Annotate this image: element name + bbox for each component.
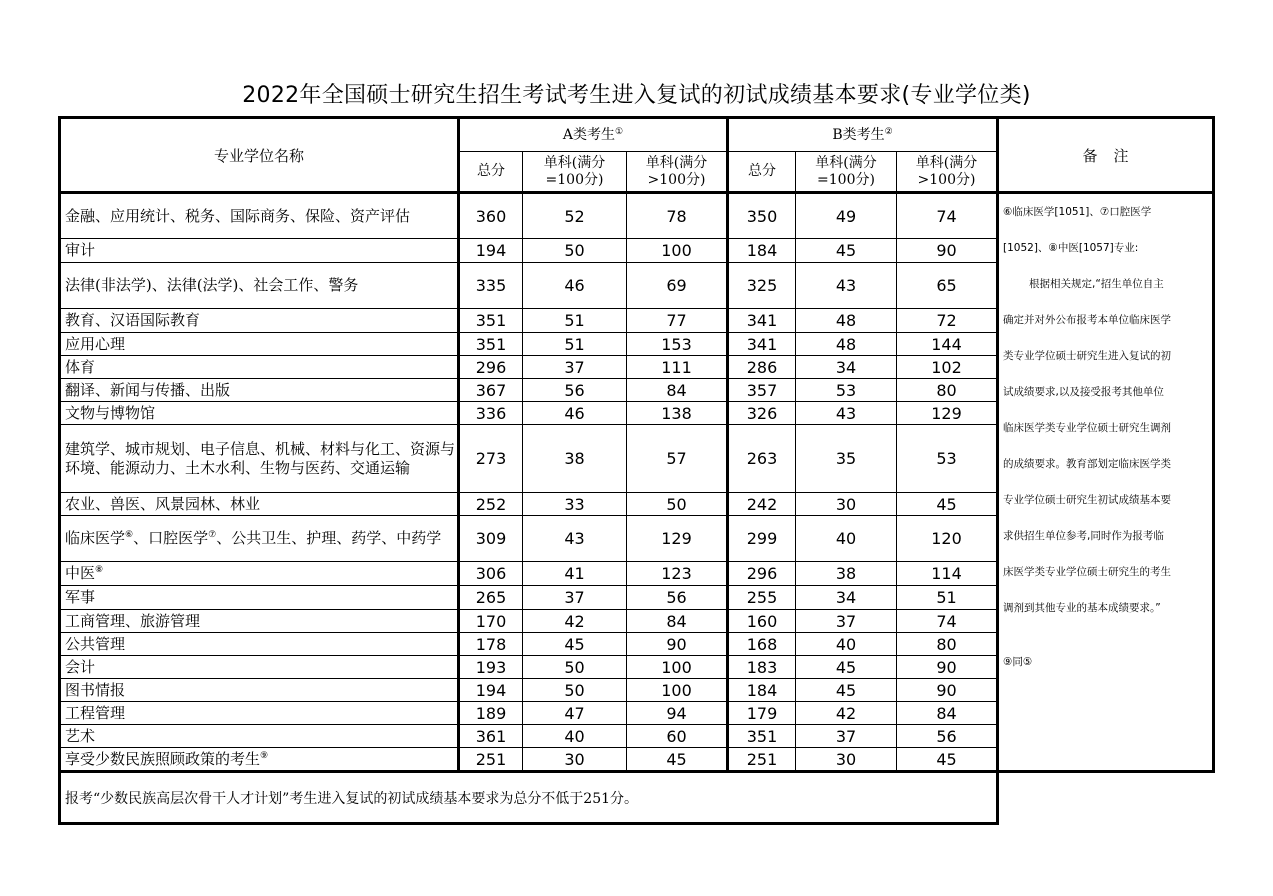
b-total: 183	[728, 656, 796, 679]
a-single-100: 46	[523, 263, 627, 309]
a-single-gt100: 56	[627, 586, 728, 610]
header-b-single-100: 单科(满分 =100分)	[796, 152, 897, 193]
a-single-gt100: 78	[627, 193, 728, 239]
a-single-gt100: 69	[627, 263, 728, 309]
b-single-gt100: 90	[897, 656, 998, 679]
a-total: 306	[459, 562, 523, 586]
b-single-gt100: 102	[897, 356, 998, 379]
major-name: 建筑学、城市规划、电子信息、机械、材料与化工、资源与环境、能源动力、土木水利、生物与医药、交通运输	[60, 425, 459, 493]
remark-line: ⑨同⑤	[1003, 656, 1033, 668]
a-total: 351	[459, 333, 523, 356]
b-single-gt100: 74	[897, 610, 998, 633]
a-single-gt100: 90	[627, 633, 728, 656]
b-total: 255	[728, 586, 796, 610]
a-single-gt100: 111	[627, 356, 728, 379]
remark-line: 确定并对外公布报考本单位临床医学	[1003, 314, 1172, 326]
b-total: 341	[728, 333, 796, 356]
page-title: 2022年全国硕士研究生招生考试考生进入复试的初试成绩基本要求(专业学位类)	[242, 83, 1031, 108]
b-single-100: 30	[796, 493, 897, 516]
major-name: 艺术	[60, 725, 459, 748]
b-single-100: 48	[796, 309, 897, 333]
b-total: 286	[728, 356, 796, 379]
remark-line: 临床医学类专业学位硕士研究生调剂	[1003, 422, 1172, 434]
b-total: 251	[728, 748, 796, 772]
b-single-100: 45	[796, 656, 897, 679]
b-single-gt100: 65	[897, 263, 998, 309]
b-single-100: 34	[796, 586, 897, 610]
header-major-name: 专业学位名称	[60, 118, 459, 193]
major-name: 临床医学⑥、口腔医学⑦、公共卫生、护理、药学、中药学	[60, 516, 459, 562]
a-single-gt100: 94	[627, 702, 728, 725]
major-name: 中医⑧	[60, 562, 459, 586]
major-name: 享受少数民族照顾政策的考生⑨	[60, 748, 459, 772]
a-total: 335	[459, 263, 523, 309]
a-total: 309	[459, 516, 523, 562]
b-single-100: 42	[796, 702, 897, 725]
a-total: 252	[459, 493, 523, 516]
b-single-gt100: 45	[897, 748, 998, 772]
major-name: 金融、应用统计、税务、国际商务、保险、资产评估	[60, 193, 459, 239]
b-total: 350	[728, 193, 796, 239]
b-single-gt100: 53	[897, 425, 998, 493]
b-total: 341	[728, 309, 796, 333]
major-name: 工程管理	[60, 702, 459, 725]
a-total: 351	[459, 309, 523, 333]
score-table	[58, 116, 1215, 825]
major-name: 公共管理	[60, 633, 459, 656]
a-total: 336	[459, 402, 523, 425]
a-single-100: 47	[523, 702, 627, 725]
b-single-gt100: 84	[897, 702, 998, 725]
major-name: 军事	[60, 586, 459, 610]
a-single-gt100: 45	[627, 748, 728, 772]
b-single-gt100: 90	[897, 679, 998, 702]
a-single-100: 33	[523, 493, 627, 516]
header-b-total: 总分	[728, 152, 796, 193]
b-total: 160	[728, 610, 796, 633]
b-total: 184	[728, 679, 796, 702]
major-name: 体育	[60, 356, 459, 379]
b-total: 184	[728, 239, 796, 263]
remark-line: 床医学类专业学位硕士研究生的考生	[1003, 566, 1172, 578]
b-total: 242	[728, 493, 796, 516]
major-name: 翻译、新闻与传播、出版	[60, 379, 459, 402]
remark-line: [1052]、⑧中医[1057]专业:	[1003, 242, 1139, 254]
a-single-100: 38	[523, 425, 627, 493]
a-single-100: 45	[523, 633, 627, 656]
b-single-100: 40	[796, 516, 897, 562]
a-single-100: 40	[523, 725, 627, 748]
remark-line: 根据相关规定,“招生单位自主	[1029, 278, 1164, 290]
b-single-100: 35	[796, 425, 897, 493]
a-single-gt100: 77	[627, 309, 728, 333]
a-single-100: 51	[523, 333, 627, 356]
b-total: 296	[728, 562, 796, 586]
b-single-gt100: 120	[897, 516, 998, 562]
header-group-a: A类考生①	[459, 118, 728, 152]
major-name: 教育、汉语国际教育	[60, 309, 459, 333]
header-a-total: 总分	[459, 152, 523, 193]
major-name: 法律(非法学)、法律(法学)、社会工作、警务	[60, 263, 459, 309]
footnote: 报考“少数民族高层次骨干人才计划”考生进入复试的初试成绩基本要求为总分不低于251分。	[60, 772, 998, 824]
a-total: 296	[459, 356, 523, 379]
header-a-single-100: 单科(满分 =100分)	[523, 152, 627, 193]
b-single-gt100: 72	[897, 309, 998, 333]
a-single-100: 43	[523, 516, 627, 562]
a-total: 265	[459, 586, 523, 610]
a-single-gt100: 123	[627, 562, 728, 586]
b-single-gt100: 129	[897, 402, 998, 425]
a-single-gt100: 138	[627, 402, 728, 425]
a-single-gt100: 57	[627, 425, 728, 493]
a-single-100: 56	[523, 379, 627, 402]
major-name: 应用心理	[60, 333, 459, 356]
a-total: 273	[459, 425, 523, 493]
a-single-100: 51	[523, 309, 627, 333]
b-single-100: 53	[796, 379, 897, 402]
a-total: 194	[459, 679, 523, 702]
b-single-100: 48	[796, 333, 897, 356]
b-single-100: 45	[796, 679, 897, 702]
header-remarks: 备注	[998, 118, 1214, 193]
b-total: 263	[728, 425, 796, 493]
b-single-gt100: 144	[897, 333, 998, 356]
b-single-gt100: 114	[897, 562, 998, 586]
b-single-gt100: 56	[897, 725, 998, 748]
major-name: 审计	[60, 239, 459, 263]
remarks-cell	[998, 193, 1214, 772]
a-single-100: 30	[523, 748, 627, 772]
a-total: 193	[459, 656, 523, 679]
remark-line: 调剂到其他专业的基本成绩要求。”	[1003, 602, 1161, 614]
a-total: 178	[459, 633, 523, 656]
b-total: 326	[728, 402, 796, 425]
b-single-100: 30	[796, 748, 897, 772]
b-single-100: 37	[796, 610, 897, 633]
a-single-100: 46	[523, 402, 627, 425]
a-single-gt100: 129	[627, 516, 728, 562]
a-single-gt100: 100	[627, 239, 728, 263]
b-single-100: 49	[796, 193, 897, 239]
table-row	[60, 193, 1214, 239]
a-single-gt100: 84	[627, 610, 728, 633]
a-single-100: 42	[523, 610, 627, 633]
remark-line: 类专业学位硕士研究生进入复试的初	[1003, 350, 1172, 362]
a-single-100: 37	[523, 356, 627, 379]
b-single-gt100: 45	[897, 493, 998, 516]
a-total: 361	[459, 725, 523, 748]
a-single-100: 41	[523, 562, 627, 586]
a-single-gt100: 84	[627, 379, 728, 402]
a-total: 189	[459, 702, 523, 725]
a-single-gt100: 100	[627, 679, 728, 702]
major-name: 文物与博物馆	[60, 402, 459, 425]
header-b-single-gt100: 单科(满分 >100分)	[897, 152, 998, 193]
remark-line: 专业学位硕士研究生初试成绩基本要	[1003, 494, 1172, 506]
remark-line: ⑥临床医学[1051]、⑦口腔医学	[1003, 206, 1152, 218]
a-single-100: 50	[523, 239, 627, 263]
a-single-100: 52	[523, 193, 627, 239]
a-single-100: 50	[523, 679, 627, 702]
a-single-100: 37	[523, 586, 627, 610]
b-single-gt100: 74	[897, 193, 998, 239]
b-single-gt100: 80	[897, 379, 998, 402]
a-total: 360	[459, 193, 523, 239]
b-total: 299	[728, 516, 796, 562]
a-single-gt100: 100	[627, 656, 728, 679]
a-total: 367	[459, 379, 523, 402]
remark-line: 的成绩要求。教育部划定临床医学类	[1003, 458, 1172, 470]
b-single-100: 43	[796, 263, 897, 309]
header-a-single-gt100: 单科(满分 >100分)	[627, 152, 728, 193]
a-single-100: 50	[523, 656, 627, 679]
b-single-100: 43	[796, 402, 897, 425]
b-single-100: 40	[796, 633, 897, 656]
a-single-gt100: 153	[627, 333, 728, 356]
b-single-gt100: 90	[897, 239, 998, 263]
major-name: 工商管理、旅游管理	[60, 610, 459, 633]
b-single-100: 34	[796, 356, 897, 379]
b-single-gt100: 80	[897, 633, 998, 656]
header-group-b: B类考生②	[728, 118, 998, 152]
b-single-100: 37	[796, 725, 897, 748]
b-total: 168	[728, 633, 796, 656]
major-name: 图书情报	[60, 679, 459, 702]
a-single-gt100: 60	[627, 725, 728, 748]
major-name: 农业、兽医、风景园林、林业	[60, 493, 459, 516]
remark-line: 求供招生单位参考,同时作为报考临	[1003, 530, 1164, 542]
b-single-100: 45	[796, 239, 897, 263]
b-total: 325	[728, 263, 796, 309]
b-single-gt100: 51	[897, 586, 998, 610]
a-total: 251	[459, 748, 523, 772]
a-total: 170	[459, 610, 523, 633]
b-single-100: 38	[796, 562, 897, 586]
b-total: 351	[728, 725, 796, 748]
a-single-gt100: 50	[627, 493, 728, 516]
remark-line: 试成绩要求,以及接受报考其他单位	[1003, 386, 1164, 398]
b-total: 357	[728, 379, 796, 402]
major-name: 会计	[60, 656, 459, 679]
b-total: 179	[728, 702, 796, 725]
a-total: 194	[459, 239, 523, 263]
